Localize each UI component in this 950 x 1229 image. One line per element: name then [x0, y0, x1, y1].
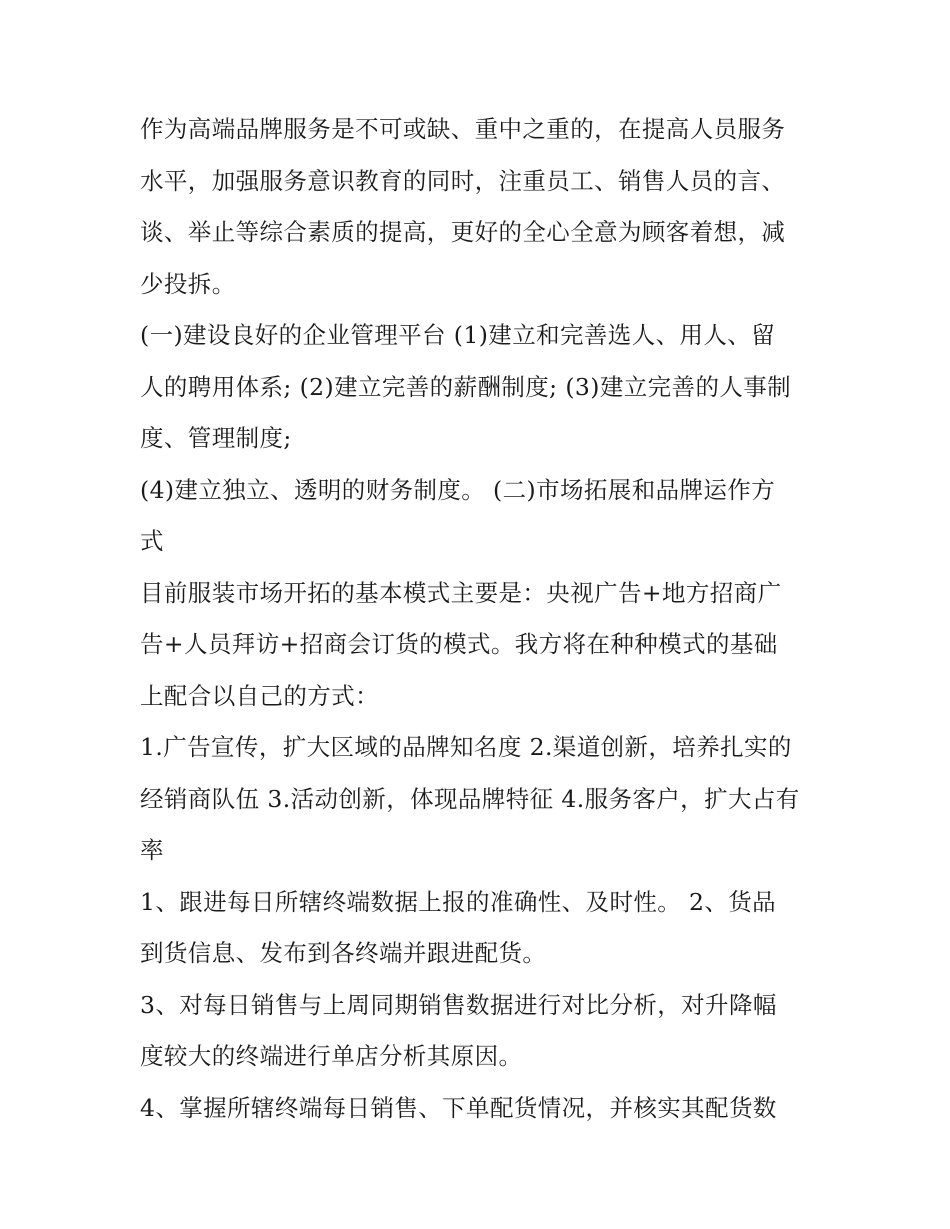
- text-line: (一)建设良好的企业管理平台 (1)建立和完善选人、用人、留: [140, 321, 776, 349]
- text-line: 水平，加强服务意识教育的同时，注重员工、销售人员的言、: [140, 166, 786, 195]
- text-line: 少投拆。: [140, 269, 236, 298]
- body-text: [140, 104, 820, 1134]
- text-line: 1.广告宣传，扩大区域的品牌知名度 2.渠道创新，培养扎实的: [140, 733, 792, 761]
- text-line: 告+人员拜访+招商会订货的模式。我方将在种种模式的基础: [140, 630, 778, 658]
- text-line: 度较大的终端进行单店分析其原因。: [140, 1042, 523, 1070]
- text-line: 谈、举止等综合素质的提高，更好的全心全意为顾客着想，减: [140, 218, 786, 246]
- text-line: 式: [140, 527, 164, 555]
- text-line: 作为高端品牌服务是不可或缺、重中之重的，在提高人员服务: [140, 115, 786, 143]
- text-line: 到货信息、发布到各终端并跟进配货。: [140, 939, 547, 967]
- text-line: 人的聘用体系; (2)建立完善的薪酬制度; (3)建立完善的人事制: [140, 372, 792, 401]
- text-line: 1、跟进每日所辖终端数据上报的准确性、及时性。 2、货品: [140, 887, 777, 916]
- text-line: (4)建立独立、透明的财务制度。 (二)市场拓展和品牌运作方: [140, 475, 776, 504]
- text-line: 经销商队伍 3.活动创新，体现品牌特征 4.服务客户，扩大占有: [140, 784, 800, 813]
- text-line: 率: [140, 836, 164, 864]
- text-line: 度、管理制度;: [140, 424, 292, 452]
- text-line: 3、对每日销售与上周同期销售数据进行对比分析，对升降幅: [140, 990, 777, 1019]
- text-line: 上配合以自己的方式：: [140, 681, 379, 710]
- text-line: 4、掌握所辖终端每日销售、下单配货情况，并核实其配货数: [140, 1093, 777, 1122]
- text-line: 目前服装市场开拓的基本模式主要是：央视广告+地方招商广: [140, 578, 782, 607]
